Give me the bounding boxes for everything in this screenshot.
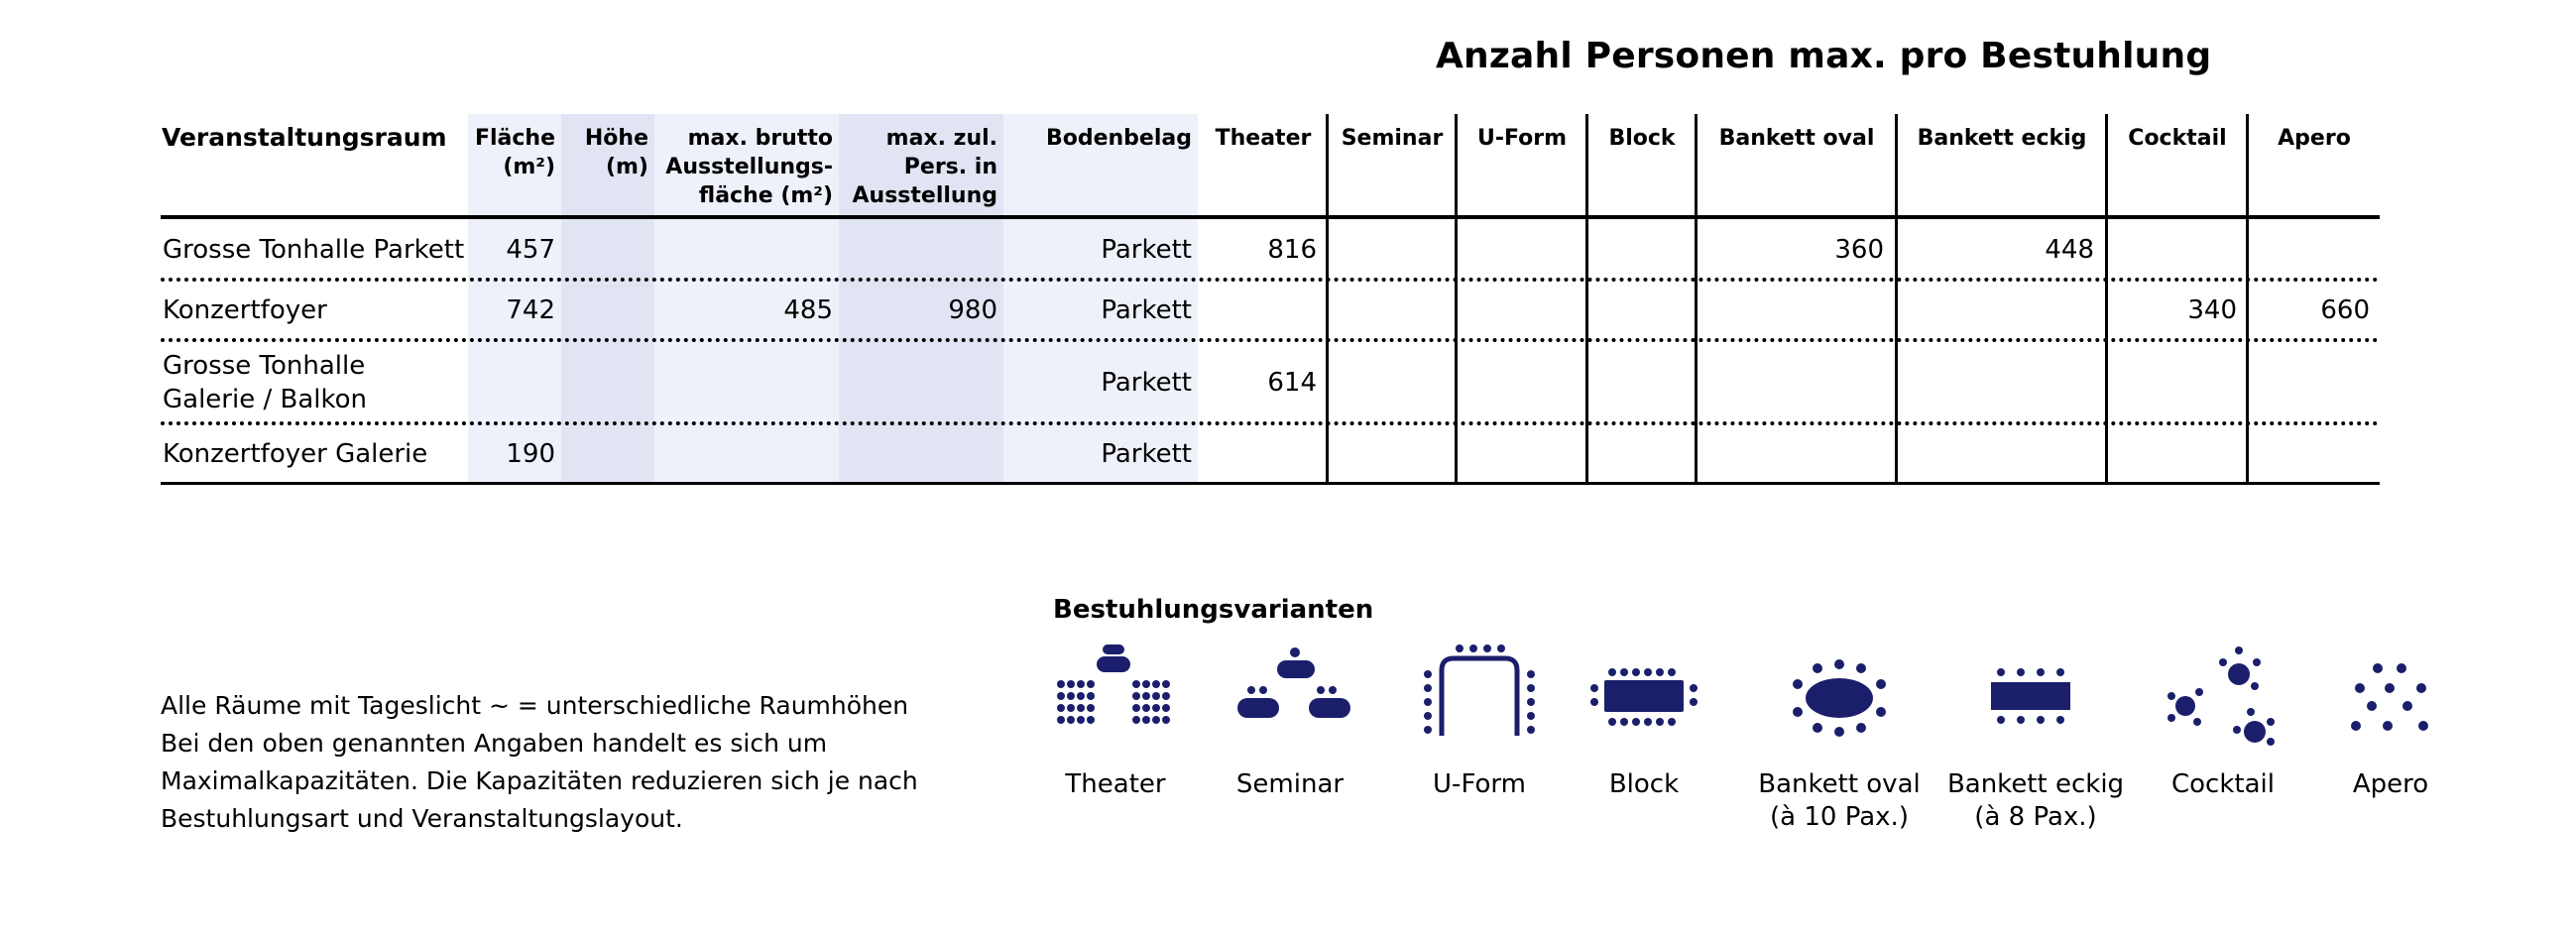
room-name: Grosse Tonhalle Parkett (163, 235, 465, 265)
cell-bankett-oval: 360 (1834, 235, 1884, 265)
room-name: Konzertfoyer Galerie (163, 439, 428, 469)
header-brutto-line1: max. brutto (687, 126, 833, 151)
header-flaeche-line1: Fläche (474, 126, 555, 151)
header-hoehe-line1: Höhe (584, 126, 648, 151)
room-name-line1: Grosse Tonhalle (163, 351, 366, 381)
note-line: Alle Räume mit Tageslicht ~ = unterschiedliche Raumhöhen (161, 691, 909, 720)
row-divider (161, 278, 2380, 282)
bankett-eckig-icon (1981, 641, 2080, 750)
cell-apero: 660 (2320, 295, 2370, 325)
col-divider (1895, 114, 1898, 484)
cell-bankett-eckig: 448 (2045, 235, 2094, 265)
cell-boden: Parkett (1101, 439, 1192, 469)
theater-icon (1051, 641, 1180, 750)
cell-theater: 816 (1267, 235, 1317, 265)
cell-boden: Parkett (1101, 368, 1192, 398)
legend-label-line: (à 8 Pax.) (1974, 802, 2097, 832)
cell-boden: Parkett (1101, 295, 1192, 325)
u-form-icon (1420, 641, 1539, 750)
cell-flaeche: 742 (506, 295, 555, 325)
table-bottom-rule (161, 482, 2380, 485)
room-name: Konzertfoyer (163, 295, 327, 325)
col-divider (1455, 114, 1458, 484)
legend-label-cocktail: Cocktail (2171, 769, 2275, 799)
header-rule (161, 215, 2380, 219)
col-divider (1695, 114, 1698, 484)
header-room: Veranstaltungsraum (162, 123, 447, 152)
note-line: Bestuhlungsart und Veranstaltungslayout. (161, 804, 683, 833)
header-uform: U-Form (1476, 126, 1568, 151)
legend-label-theater: Theater (1065, 769, 1166, 799)
col-divider (1326, 114, 1329, 484)
header-brutto (654, 124, 833, 210)
cell-brutto: 485 (783, 295, 833, 325)
cell-flaeche: 457 (506, 235, 555, 265)
room-name-line2: Galerie / Balkon (163, 385, 368, 414)
header-flaeche (468, 124, 555, 181)
legend-label-apero: Apero (2352, 769, 2429, 799)
legend-title: Bestuhlungsvarianten (1053, 595, 1374, 625)
block-icon (1584, 641, 1703, 750)
header-flaeche-line2: (m²) (503, 155, 555, 179)
bankett-oval-icon (1780, 641, 1899, 750)
seminar-icon (1229, 641, 1358, 750)
header-pers-line3: Ausstellung (852, 183, 997, 208)
note-line: Maximalkapazitäten. Die Kapazitäten reduzieren sich je nach (161, 766, 918, 795)
header-cocktail: Cocktail (2128, 126, 2227, 151)
cell-cocktail: 340 (2187, 295, 2237, 325)
header-pers-line2: Pers. in (903, 155, 997, 179)
legend-label-line: Bankett eckig (1946, 769, 2125, 799)
header-hoehe-line2: (m) (605, 155, 648, 179)
header-block: Block (1608, 126, 1676, 151)
note-line: Bei den oben genannten Angaben handelt es sich um (161, 729, 828, 758)
capacity-note (161, 687, 974, 838)
cell-theater: 614 (1267, 368, 1317, 398)
header-bankett-oval: Bankett oval (1718, 126, 1875, 151)
cocktail-icon (2160, 641, 2288, 750)
cell-pers: 980 (948, 295, 997, 325)
apero-icon (2342, 641, 2441, 750)
header-hoehe (561, 124, 648, 181)
header-theater: Theater (1215, 126, 1312, 151)
header-brutto-line2: Ausstellungs- (665, 155, 833, 179)
row-divider (161, 421, 2380, 425)
header-pers-line1: max. zul. (885, 126, 997, 151)
legend-label-line: Bankett oval (1758, 769, 1921, 799)
cell-boden: Parkett (1101, 235, 1192, 265)
legend-label-line: (à 10 Pax.) (1770, 802, 1909, 832)
legend-label-uform: U-Form (1433, 769, 1526, 799)
legend-label-seminar: Seminar (1235, 769, 1345, 799)
room-name (163, 349, 367, 416)
table-title: Anzahl Personen max. pro Bestuhlung (1436, 36, 2212, 76)
header-bankett-eckig: Bankett eckig (1917, 126, 2087, 151)
cell-flaeche: 190 (506, 439, 555, 469)
legend-label-block: Block (1608, 769, 1680, 799)
header-brutto-line3: fläche (m²) (698, 183, 833, 208)
header-apero: Apero (2278, 126, 2351, 151)
col-divider (1585, 114, 1588, 484)
legend-label-bankett-eckig (1936, 768, 2135, 834)
legend-label-bankett-oval (1740, 768, 1938, 834)
header-seminar: Seminar (1341, 126, 1444, 151)
header-pers (839, 124, 997, 210)
header-boden: Bodenbelag (1045, 126, 1192, 151)
row-divider (161, 338, 2380, 342)
